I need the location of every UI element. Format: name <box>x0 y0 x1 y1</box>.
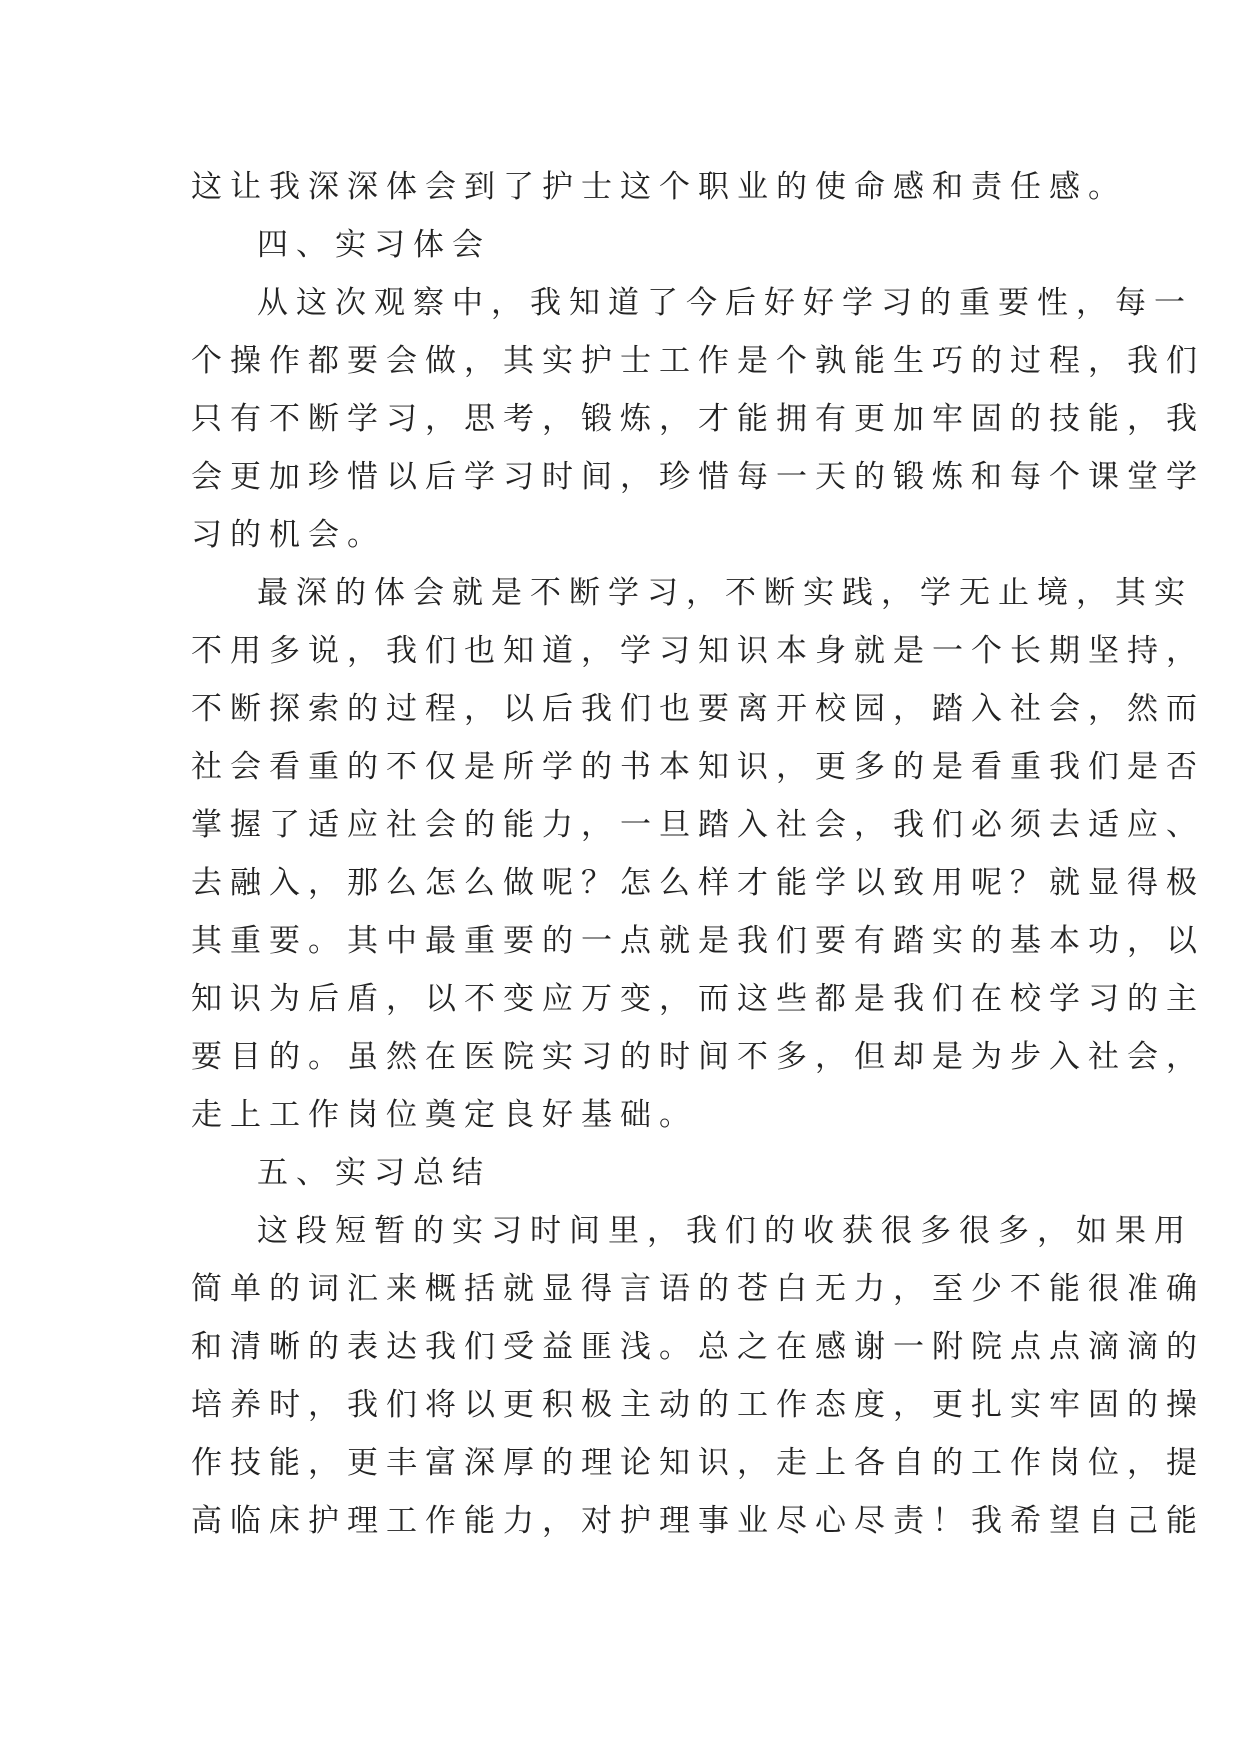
section-heading: 五、实习总结 <box>257 1155 491 1191</box>
body-text-line: 简单的词汇来概括就显得言语的苍白无力，至少不能很准确 <box>191 1271 1205 1307</box>
body-text-line: 作技能，更丰富深厚的理论知识，走上各自的工作岗位，提 <box>191 1445 1205 1481</box>
body-text-line: 不断探索的过程，以后我们也要离开校园，踏入社会，然而 <box>191 691 1205 727</box>
body-text-line: 要目的。虽然在医院实习的时间不多，但却是为步入社会， <box>191 1039 1205 1075</box>
body-text-line: 高临床护理工作能力，对护理事业尽心尽责！我希望自己能 <box>191 1503 1205 1539</box>
body-text-line: 和清晰的表达我们受益匪浅。总之在感谢一附院点点滴滴的 <box>191 1329 1205 1365</box>
body-text-line: 其重要。其中最重要的一点就是我们要有踏实的基本功，以 <box>191 923 1205 959</box>
body-text-line: 这段短暂的实习时间里，我们的收获很多很多，如果用 <box>257 1213 1193 1249</box>
body-text-line: 社会看重的不仅是所学的书本知识，更多的是看重我们是否 <box>191 749 1205 785</box>
body-text-line: 这让我深深体会到了护士这个职业的使命感和责任感。 <box>191 169 1127 205</box>
body-text-line: 习的机会。 <box>191 517 386 553</box>
body-text-line: 去融入，那么怎么做呢？怎么样才能学以致用呢？就显得极 <box>191 865 1205 901</box>
body-text-line: 走上工作岗位奠定良好基础。 <box>191 1097 698 1133</box>
section-heading: 四、实习体会 <box>257 227 491 263</box>
body-text-line: 不用多说，我们也知道，学习知识本身就是一个长期坚持， <box>191 633 1205 669</box>
body-text-line: 培养时，我们将以更积极主动的工作态度，更扎实牢固的操 <box>191 1387 1205 1423</box>
body-text-line: 掌握了适应社会的能力，一旦踏入社会，我们必须去适应、 <box>191 807 1205 843</box>
body-text-line: 最深的体会就是不断学习，不断实践，学无止境，其实 <box>257 575 1193 611</box>
document-page <box>191 158 1205 1550</box>
body-text-line: 个操作都要会做，其实护士工作是个孰能生巧的过程，我们 <box>191 343 1205 379</box>
body-text-line: 会更加珍惜以后学习时间，珍惜每一天的锻炼和每个课堂学 <box>191 459 1205 495</box>
body-text-line: 知识为后盾，以不变应万变，而这些都是我们在校学习的主 <box>191 981 1205 1017</box>
body-text-line: 只有不断学习，思考，锻炼，才能拥有更加牢固的技能，我 <box>191 401 1205 437</box>
body-text-line: 从这次观察中，我知道了今后好好学习的重要性，每一 <box>257 285 1193 321</box>
